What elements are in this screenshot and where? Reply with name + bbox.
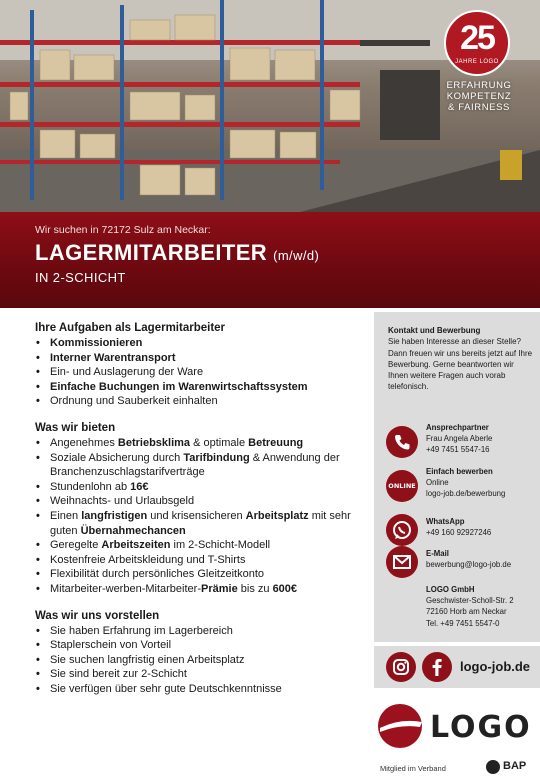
tasks-section xyxy=(35,320,365,409)
list-item xyxy=(35,480,365,495)
text-run: Geregelte xyxy=(50,539,102,552)
text-run: & optimale xyxy=(190,436,249,449)
list-item: • Ordnung und Sauberkeit einhalten xyxy=(35,394,365,409)
hero-image xyxy=(0,0,540,212)
email-label: E-Mail xyxy=(426,549,449,558)
gender-suffix: (m/w/d) xyxy=(273,248,320,263)
list-item: • Ein- und Auslagerung der Ware xyxy=(35,365,365,380)
list-item: • Sie haben Erfahrung im Lagerbereich xyxy=(35,624,365,639)
online-sub: Online xyxy=(426,478,449,488)
text-run: Tarifbindung xyxy=(183,451,250,464)
list-item: • Weihnachts- und Urlaubsgeld xyxy=(35,494,365,509)
profile-section xyxy=(35,608,365,697)
badge-label: JAHRE LOGO xyxy=(455,59,499,65)
text-run: langfristigen xyxy=(81,509,148,522)
text-run: & Anwendung der Branchenzuschlagstarifverträge xyxy=(50,451,340,479)
company-street: Geschwister-Scholl-Str. 2 xyxy=(426,596,514,606)
online-apply xyxy=(426,466,538,500)
text-run: Arbeitszeiten xyxy=(101,539,171,552)
text-run: im 2-Schicht-Modell xyxy=(170,539,271,552)
job-title-text: LAGERMITARBEITER xyxy=(35,240,268,265)
job-title-banner xyxy=(0,212,540,308)
offer-section xyxy=(35,420,365,597)
contact-person-row[interactable] xyxy=(386,422,538,462)
phone-icon xyxy=(386,426,418,458)
text-run: Stundenlohn ab xyxy=(50,480,131,493)
company-name: LOGO GmbH xyxy=(426,585,475,594)
anniversary-badge xyxy=(444,10,510,76)
mail-icon xyxy=(386,546,418,578)
contact-intro xyxy=(388,325,536,393)
person-phone[interactable]: +49 7451 5547-16 xyxy=(426,445,490,455)
list-item xyxy=(35,436,365,451)
tagline-line: & FAIRNESS xyxy=(448,102,510,113)
tagline xyxy=(436,80,522,113)
location-intro: Wir suchen in 72172 Sulz am Neckar: xyxy=(35,224,211,236)
list-item: • Staplerschein von Vorteil xyxy=(35,638,365,653)
list-item: • Kostenfreie Arbeitskleidung und T-Shirts xyxy=(35,553,365,568)
profile-list xyxy=(35,624,365,697)
whatsapp-label: WhatsApp xyxy=(426,517,465,526)
list-item: • Sie verfügen über sehr gute Deutschkenntnisse xyxy=(35,682,365,697)
section-heading: Ihre Aufgaben als Lagermitarbeiter xyxy=(35,322,226,334)
list-item: • Sie sind bereit zur 2-Schicht xyxy=(35,667,365,682)
person-name: Frau Angela Aberle xyxy=(426,434,493,444)
company-city: 72160 Horb am Neckar xyxy=(426,607,507,617)
list-item xyxy=(35,509,365,538)
text-run: 16€ xyxy=(130,480,149,493)
bap-logo xyxy=(486,759,536,775)
contact-intro-text: Sie haben Interesse an dieser Stelle? Dann freuen wir uns bereits jetzt auf Ihre Bewerbung. Gerne beantworten wir Ihnen weitere Fragen auch vorab telefonisch. xyxy=(388,337,533,392)
text-run: bis zu xyxy=(237,582,273,595)
section-heading: Was wir bieten xyxy=(35,421,116,434)
text-run: Übernahmechancen xyxy=(80,524,186,537)
text-run: Angenehmes xyxy=(50,436,118,449)
tagline-line: ERFAHRUNG xyxy=(446,80,512,91)
text-run: Arbeitsplatz xyxy=(245,509,309,522)
offer-list xyxy=(35,436,365,597)
logo-wordmark: LOGO xyxy=(430,710,532,745)
list-item xyxy=(35,451,365,480)
online-label: Einfach bewerben xyxy=(426,467,493,476)
list-item xyxy=(35,538,365,553)
logo-mark-icon xyxy=(374,700,426,752)
contact-sidebar xyxy=(374,312,540,642)
whatsapp-contact xyxy=(426,516,538,538)
contact-heading: Kontakt und Bewerbung xyxy=(388,326,481,335)
instagram-icon[interactable] xyxy=(386,652,416,682)
company-address xyxy=(426,584,514,629)
badge-number: 25 xyxy=(460,19,494,57)
facebook-icon[interactable] xyxy=(422,652,452,682)
text-run: Mitarbeiter-werben-Mitarbeiter- xyxy=(50,582,201,595)
website-link[interactable]: logo-job.de xyxy=(460,659,531,674)
list-item: • Kommissionieren xyxy=(35,336,365,351)
section-heading: Was wir uns vorstellen xyxy=(35,609,160,622)
email-contact xyxy=(426,548,538,570)
online-url[interactable]: logo-job.de/bewerbung xyxy=(426,489,506,499)
company-logo xyxy=(374,700,534,752)
online-icon xyxy=(386,470,418,502)
shift-subtitle: IN 2-SCHICHT xyxy=(35,270,126,285)
main-content xyxy=(35,320,365,707)
list-item: • Flexibilität durch persönliches Gleitzeitkonto xyxy=(35,567,365,582)
text-run: 600€ xyxy=(272,582,298,595)
list-item: • Einfache Buchungen im Warenwirtschaftssystem xyxy=(35,380,365,395)
text-run: Betriebsklima xyxy=(117,436,191,449)
text-run: Betreuung xyxy=(248,436,304,449)
list-item: • Interner Warentransport xyxy=(35,351,365,366)
email-row[interactable] xyxy=(386,542,538,582)
bap-mark-icon xyxy=(486,760,500,774)
list-item xyxy=(35,582,365,597)
text-run: und krisensicheren xyxy=(147,509,246,522)
online-icon-text: ONLINE xyxy=(388,482,416,490)
membership-note: Mitglied im Verband xyxy=(380,764,446,773)
contact-person xyxy=(426,422,538,456)
text-run: Einen xyxy=(50,509,82,522)
tasks-list xyxy=(35,336,365,409)
company-tel: Tel. +49 7451 5547-0 xyxy=(426,618,500,628)
person-label: Ansprechpartner xyxy=(426,423,489,432)
tagline-line: KOMPETENZ xyxy=(446,91,512,102)
list-item: • Sie suchen langfristig einen Arbeitsplatz xyxy=(35,653,365,668)
online-apply-row[interactable] xyxy=(386,466,538,506)
text-run: Prämie xyxy=(201,582,238,595)
bap-text: BAP xyxy=(503,760,527,772)
email-address[interactable]: bewerbung@logo-job.de xyxy=(426,560,512,570)
social-bar xyxy=(374,646,540,688)
text-run: mit sehr guten xyxy=(50,509,351,537)
text-run: Soziale Absicherung durch xyxy=(50,451,184,464)
whatsapp-number[interactable]: +49 160 92927246 xyxy=(426,528,492,538)
job-title xyxy=(35,240,319,266)
